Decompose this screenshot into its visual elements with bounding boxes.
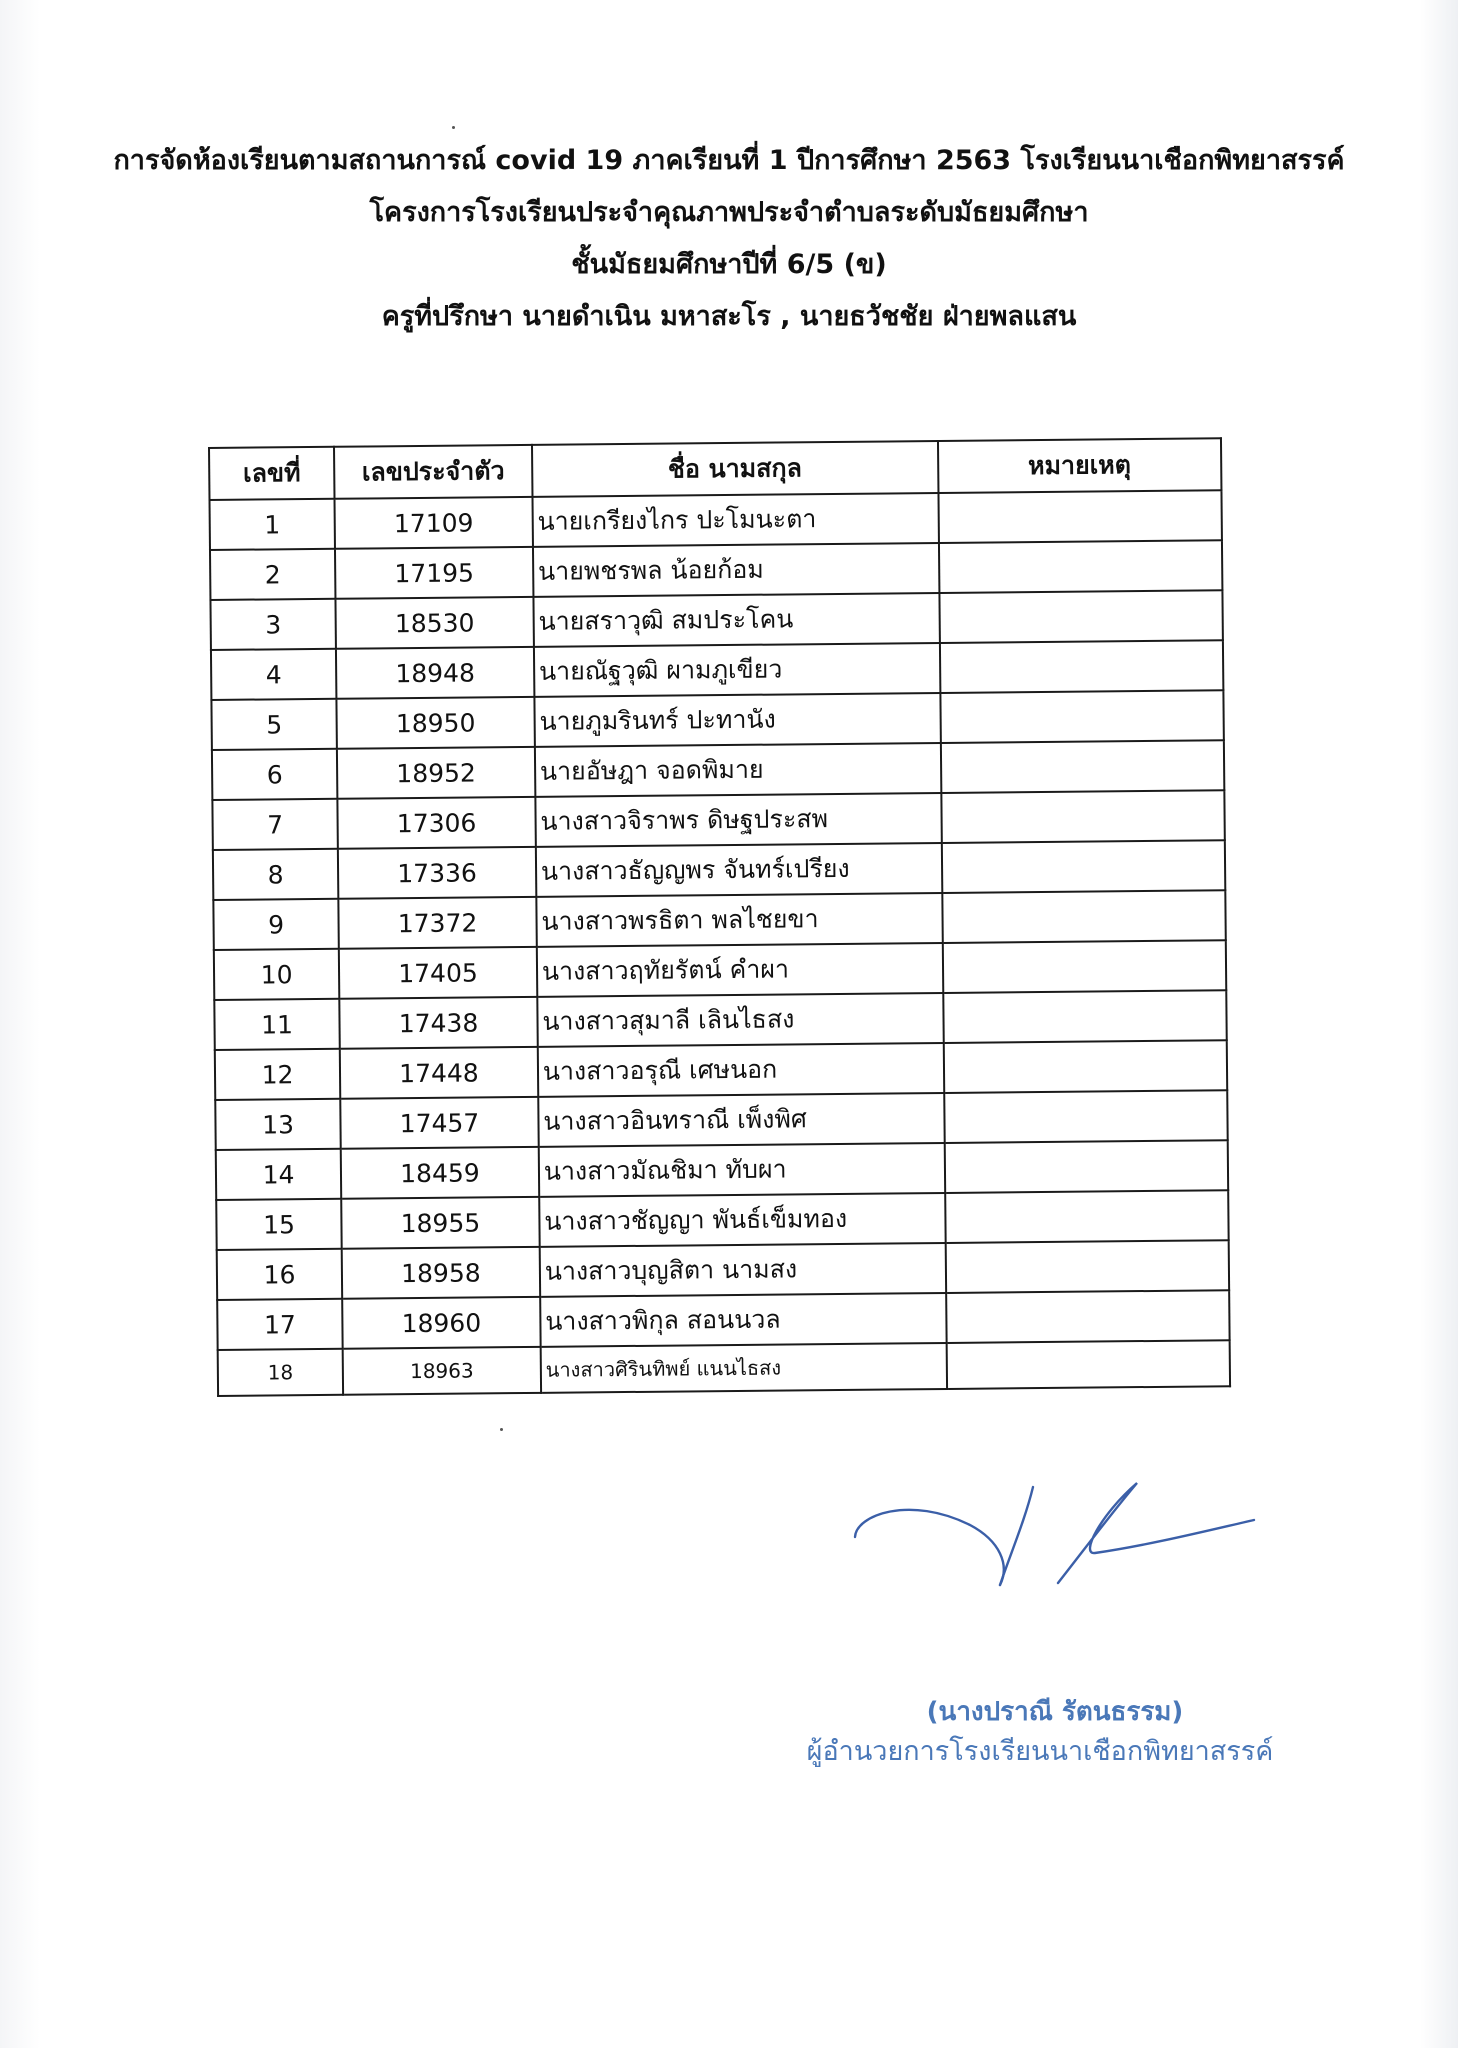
cell-note [943, 1040, 1227, 1093]
cell-number: 8 [213, 849, 339, 900]
cell-note [941, 790, 1225, 843]
cell-note [941, 840, 1225, 893]
cell-student-id: 18950 [337, 697, 535, 749]
signer-name: (นางปราณี รัตนธรรม) [926, 1697, 1184, 1727]
cell-number: 6 [212, 749, 338, 800]
cell-student-id: 18958 [342, 1247, 540, 1299]
cell-name: นางสาวมัณชิมา ทับผา [539, 1143, 945, 1197]
cell-name: นางสาวฤทัยรัตน์ คำผา [537, 943, 943, 997]
cell-student-id: 17195 [335, 547, 533, 599]
cell-student-id: 18948 [336, 647, 534, 699]
cell-number: 5 [211, 699, 337, 750]
table-row [218, 1340, 1230, 1396]
cell-name: นายอัษฎา จอดพิมาย [535, 743, 941, 797]
cell-number: 13 [215, 1099, 341, 1150]
cell-name: นายภูมรินทร์ ปะทานัง [534, 693, 940, 747]
cell-name: นายพชรพล น้อยก้อม [533, 543, 939, 597]
table-header-row [209, 438, 1221, 500]
cell-number: 7 [212, 799, 338, 850]
project-subtitle: โครงการโรงเรียนประจำคุณภาพประจำตำบลระดับมัธยมศึกษา [369, 197, 1089, 228]
document-header [0, 135, 1458, 343]
cell-name: นางสาวสุมาลี เลินไธสง [537, 993, 943, 1047]
cell-name: นายณัฐวุฒิ ผามภูเขียว [534, 643, 940, 697]
cell-number: 15 [216, 1199, 342, 1250]
dust-speck [452, 126, 455, 129]
table-body [210, 490, 1231, 1396]
cell-note [942, 890, 1226, 943]
cell-student-id: 17448 [340, 1047, 538, 1099]
cell-student-id: 18963 [343, 1347, 541, 1395]
cell-number: 11 [214, 999, 340, 1050]
cell-number: 17 [217, 1299, 343, 1350]
cell-note [938, 540, 1222, 593]
advisor-teachers: ครูที่ปรึกษา นายดำเนิน มหาสะโร , นายธวัชชัย ฝ่ายพลแสน [381, 301, 1077, 332]
cell-student-id: 17306 [337, 797, 535, 849]
cell-note [945, 1240, 1229, 1293]
cell-note [942, 940, 1226, 993]
dust-speck [500, 1428, 503, 1431]
cell-number: 10 [214, 949, 340, 1000]
cell-student-id: 17372 [338, 897, 536, 949]
cell-student-id: 18955 [341, 1197, 539, 1249]
cell-number: 16 [217, 1249, 343, 1300]
cell-student-id: 18530 [336, 597, 534, 649]
cell-name: นางสาวพรธิตา พลไชยขา [536, 893, 942, 947]
cell-number: 1 [210, 499, 336, 550]
header-student-id: เลขประจำตัว [334, 445, 532, 499]
cell-name: นายเกรียงไกร ปะโมนะตา [532, 493, 938, 547]
cell-name: นางสาวจิราพร ดิษฐประสพ [535, 793, 941, 847]
header-note: หมายเหตุ [937, 438, 1221, 493]
cell-number: 12 [215, 1049, 341, 1100]
cell-name: นางสาวพิกุล สอนนวล [540, 1293, 946, 1347]
handwritten-signature [850, 1475, 1270, 1605]
cell-note [939, 590, 1223, 643]
cell-student-id: 17336 [338, 847, 536, 899]
cell-student-id: 17405 [339, 947, 537, 999]
cell-student-id: 17438 [339, 997, 537, 1049]
cell-number: 14 [216, 1149, 342, 1200]
student-roster-table [208, 437, 1231, 1397]
cell-note [939, 640, 1223, 693]
class-level: ชั้นมัธยมศึกษาปีที่ 6/5 (ข) [571, 249, 887, 280]
cell-name: นางสาวอรุณี เศษนอก [538, 1043, 944, 1097]
cell-note [944, 1140, 1228, 1193]
cell-student-id: 17457 [340, 1097, 538, 1149]
cell-number: 4 [211, 649, 337, 700]
cell-number: 9 [213, 899, 339, 950]
cell-note [945, 1190, 1229, 1243]
cell-note [940, 740, 1224, 793]
cell-note [944, 1090, 1228, 1143]
cell-note [938, 490, 1222, 543]
cell-number: 18 [218, 1349, 344, 1396]
signer-position: ผู้อำนวยการโรงเรียนนาเชือกพิทยาสรรค์ [806, 1736, 1274, 1767]
cell-student-id: 17109 [335, 497, 533, 549]
cell-note [946, 1290, 1230, 1343]
cell-name: นายสราวุฒิ สมประโคน [533, 593, 939, 647]
cell-note [946, 1340, 1230, 1389]
cell-name: นางสาวธัญญพร จันทร์เปรียง [536, 843, 942, 897]
cell-student-id: 18952 [337, 747, 535, 799]
cell-name: นางสาวศิรินทิพย์ แนนไธสง [540, 1343, 946, 1393]
cell-name: นางสาวบุญสิตา นามสง [540, 1243, 946, 1297]
cell-name: นางสาวอินทราณี เพ็งพิศ [538, 1093, 944, 1147]
cell-note [940, 690, 1224, 743]
header-name: ชื่อ นามสกุล [532, 441, 938, 497]
cell-student-id: 18459 [341, 1147, 539, 1199]
cell-student-id: 18960 [342, 1297, 540, 1349]
cell-number: 2 [210, 549, 336, 600]
cell-number: 3 [210, 599, 336, 650]
signer-block [760, 1692, 1320, 1772]
cell-note [943, 990, 1227, 1043]
cell-name: นางสาวชัญญา พันธ์เข็มทอง [539, 1193, 945, 1247]
document-title: การจัดห้องเรียนตามสถานการณ์ covid 19 ภาคเรียนที่ 1 ปีการศึกษา 2563 โรงเรียนนาเชือกพิทยาสรรค์ [113, 145, 1345, 176]
header-number: เลขที่ [209, 447, 335, 500]
